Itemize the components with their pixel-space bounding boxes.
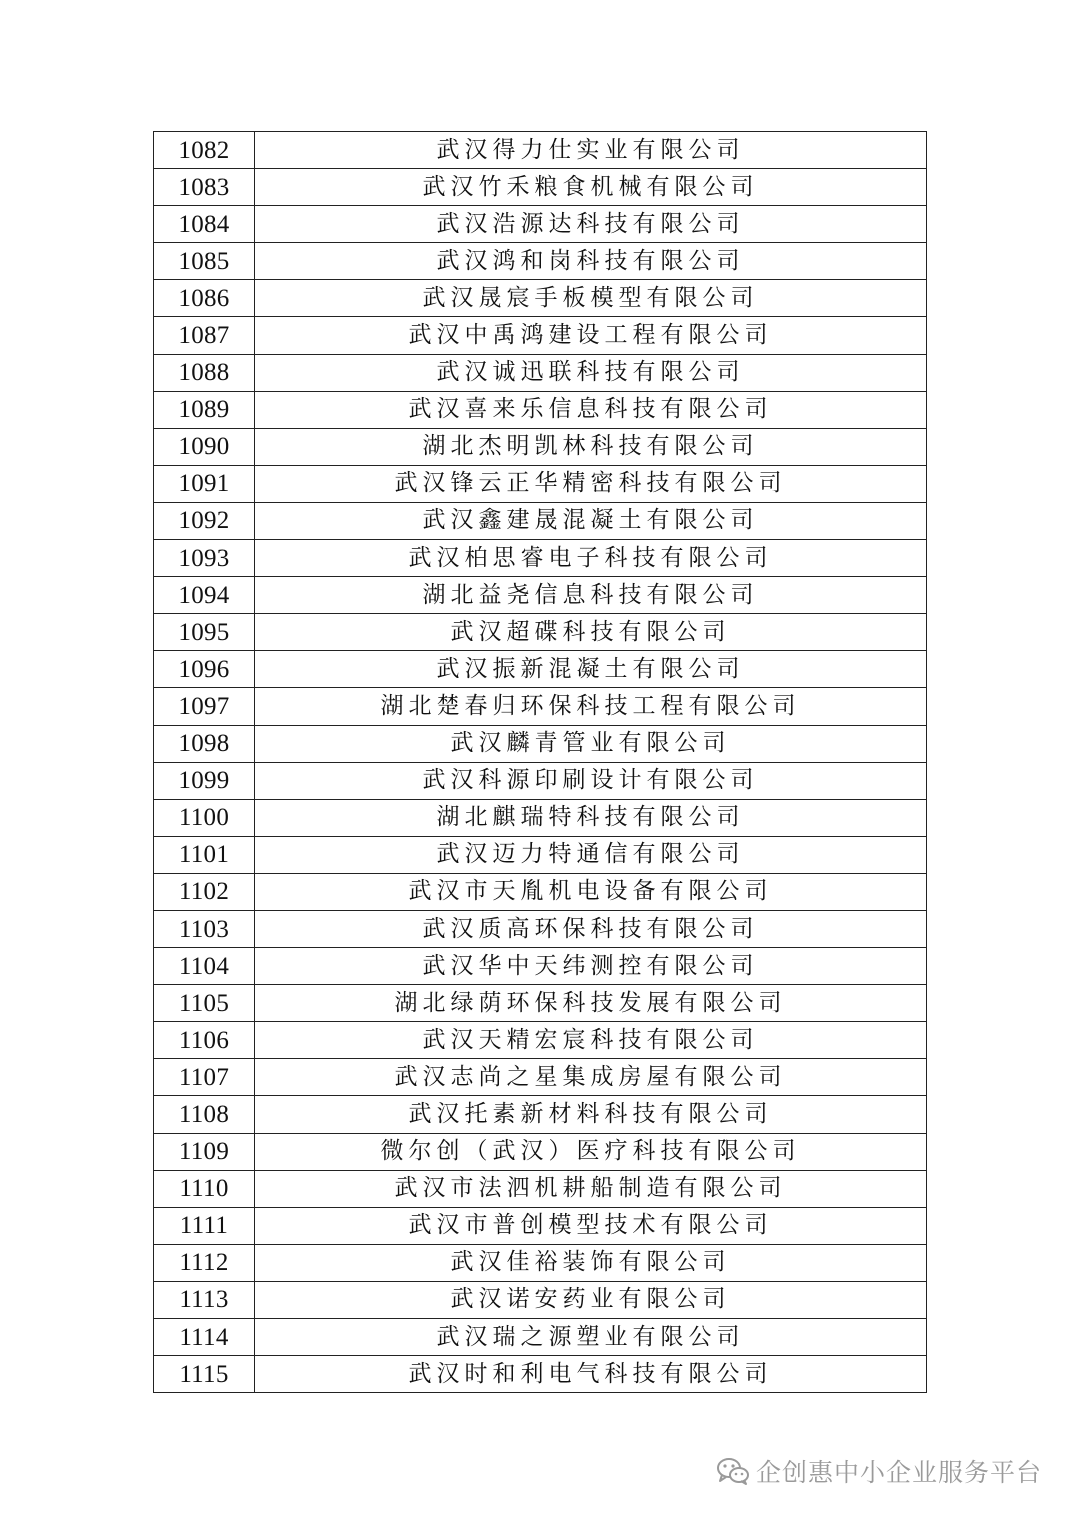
company-name: 武汉诚迅联科技有限公司 bbox=[255, 354, 927, 391]
row-number: 1106 bbox=[154, 1022, 255, 1059]
company-name: 武汉瑞之源塑业有限公司 bbox=[255, 1319, 927, 1356]
row-number: 1084 bbox=[154, 206, 255, 243]
row-number: 1111 bbox=[154, 1207, 255, 1244]
row-number: 1085 bbox=[154, 243, 255, 280]
company-name: 武汉市天胤机电设备有限公司 bbox=[255, 873, 927, 910]
table-row bbox=[154, 206, 927, 243]
company-name: 武汉天精宏宸科技有限公司 bbox=[255, 1022, 927, 1059]
row-number: 1091 bbox=[154, 465, 255, 502]
company-name: 武汉鑫建晟混凝土有限公司 bbox=[255, 502, 927, 539]
table-row bbox=[154, 762, 927, 799]
row-number: 1110 bbox=[154, 1170, 255, 1207]
row-number: 1102 bbox=[154, 873, 255, 910]
row-number: 1096 bbox=[154, 651, 255, 688]
table-row bbox=[154, 836, 927, 873]
row-number: 1108 bbox=[154, 1096, 255, 1133]
company-name: 武汉迈力特通信有限公司 bbox=[255, 836, 927, 873]
table-row bbox=[154, 132, 927, 169]
watermark-text: 企创惠中小企业服务平台 bbox=[755, 1458, 1042, 1487]
table-row bbox=[154, 1281, 927, 1318]
company-name: 湖北麒瑞特科技有限公司 bbox=[255, 799, 927, 836]
company-name: 湖北绿荫环保科技发展有限公司 bbox=[255, 985, 927, 1022]
table-row bbox=[154, 1356, 927, 1393]
row-number: 1094 bbox=[154, 577, 255, 614]
company-name: 微尔创（武汉）医疗科技有限公司 bbox=[255, 1133, 927, 1170]
table-row bbox=[154, 873, 927, 910]
row-number: 1104 bbox=[154, 948, 255, 985]
table-row bbox=[154, 614, 927, 651]
table-row bbox=[154, 1319, 927, 1356]
table-row bbox=[154, 280, 927, 317]
row-number: 1093 bbox=[154, 540, 255, 577]
row-number: 1090 bbox=[154, 428, 255, 465]
row-number: 1114 bbox=[154, 1319, 255, 1356]
company-name: 湖北楚春归环保科技工程有限公司 bbox=[255, 688, 927, 725]
table-row bbox=[154, 985, 927, 1022]
company-name: 武汉浩源达科技有限公司 bbox=[255, 206, 927, 243]
table-row bbox=[154, 1207, 927, 1244]
table-row bbox=[154, 688, 927, 725]
company-name: 武汉竹禾粮食机械有限公司 bbox=[255, 169, 927, 206]
row-number: 1100 bbox=[154, 799, 255, 836]
table-row bbox=[154, 540, 927, 577]
company-name: 武汉振新混凝土有限公司 bbox=[255, 651, 927, 688]
table-row bbox=[154, 725, 927, 762]
table-row bbox=[154, 428, 927, 465]
table-row bbox=[154, 317, 927, 354]
row-number: 1107 bbox=[154, 1059, 255, 1096]
table-row bbox=[154, 651, 927, 688]
row-number: 1092 bbox=[154, 502, 255, 539]
company-list-table bbox=[153, 131, 927, 1393]
row-number: 1097 bbox=[154, 688, 255, 725]
company-list-body bbox=[154, 132, 927, 1393]
table-row bbox=[154, 1170, 927, 1207]
company-name: 武汉佳裕装饰有限公司 bbox=[255, 1244, 927, 1281]
table-row bbox=[154, 1059, 927, 1096]
row-number: 1103 bbox=[154, 910, 255, 947]
row-number: 1095 bbox=[154, 614, 255, 651]
company-name: 武汉华中天纬测控有限公司 bbox=[255, 948, 927, 985]
row-number: 1087 bbox=[154, 317, 255, 354]
table-row bbox=[154, 169, 927, 206]
row-number: 1089 bbox=[154, 391, 255, 428]
table-row bbox=[154, 1022, 927, 1059]
row-number: 1099 bbox=[154, 762, 255, 799]
company-name: 武汉托素新材料科技有限公司 bbox=[255, 1096, 927, 1133]
row-number: 1082 bbox=[154, 132, 255, 169]
company-name: 武汉鸿和岗科技有限公司 bbox=[255, 243, 927, 280]
table-row bbox=[154, 1133, 927, 1170]
company-name: 武汉晟宸手板模型有限公司 bbox=[255, 280, 927, 317]
row-number: 1086 bbox=[154, 280, 255, 317]
table-row bbox=[154, 391, 927, 428]
company-name: 湖北益尧信息科技有限公司 bbox=[255, 577, 927, 614]
table-row bbox=[154, 354, 927, 391]
row-number: 1083 bbox=[154, 169, 255, 206]
table-row bbox=[154, 502, 927, 539]
table-row bbox=[154, 799, 927, 836]
company-name: 武汉诺安药业有限公司 bbox=[255, 1281, 927, 1318]
table-row bbox=[154, 577, 927, 614]
row-number: 1105 bbox=[154, 985, 255, 1022]
table-row bbox=[154, 243, 927, 280]
company-name: 武汉中禹鸿建设工程有限公司 bbox=[255, 317, 927, 354]
company-name: 武汉麟青管业有限公司 bbox=[255, 725, 927, 762]
row-number: 1098 bbox=[154, 725, 255, 762]
row-number: 1109 bbox=[154, 1133, 255, 1170]
row-number: 1112 bbox=[154, 1244, 255, 1281]
table-row bbox=[154, 1244, 927, 1281]
table-row bbox=[154, 465, 927, 502]
company-name: 武汉市普创模型技术有限公司 bbox=[255, 1207, 927, 1244]
company-name: 武汉超碟科技有限公司 bbox=[255, 614, 927, 651]
company-name: 武汉质高环保科技有限公司 bbox=[255, 910, 927, 947]
company-name: 武汉柏思睿电子科技有限公司 bbox=[255, 540, 927, 577]
company-name: 武汉锋云正华精密科技有限公司 bbox=[255, 465, 927, 502]
company-name: 湖北杰明凯林科技有限公司 bbox=[255, 428, 927, 465]
row-number: 1113 bbox=[154, 1281, 255, 1318]
company-name: 武汉时和利电气科技有限公司 bbox=[255, 1356, 927, 1393]
table-row bbox=[154, 910, 927, 947]
company-name: 武汉科源印刷设计有限公司 bbox=[255, 762, 927, 799]
company-name: 武汉喜来乐信息科技有限公司 bbox=[255, 391, 927, 428]
row-number: 1101 bbox=[154, 836, 255, 873]
row-number: 1115 bbox=[154, 1356, 255, 1393]
wechat-watermark bbox=[716, 1453, 1042, 1489]
table-row bbox=[154, 1096, 927, 1133]
company-name: 武汉市法泗机耕船制造有限公司 bbox=[255, 1170, 927, 1207]
table-row bbox=[154, 948, 927, 985]
wechat-icon bbox=[716, 1456, 750, 1486]
company-name: 武汉志尚之星集成房屋有限公司 bbox=[255, 1059, 927, 1096]
row-number: 1088 bbox=[154, 354, 255, 391]
company-name: 武汉得力仕实业有限公司 bbox=[255, 132, 927, 169]
